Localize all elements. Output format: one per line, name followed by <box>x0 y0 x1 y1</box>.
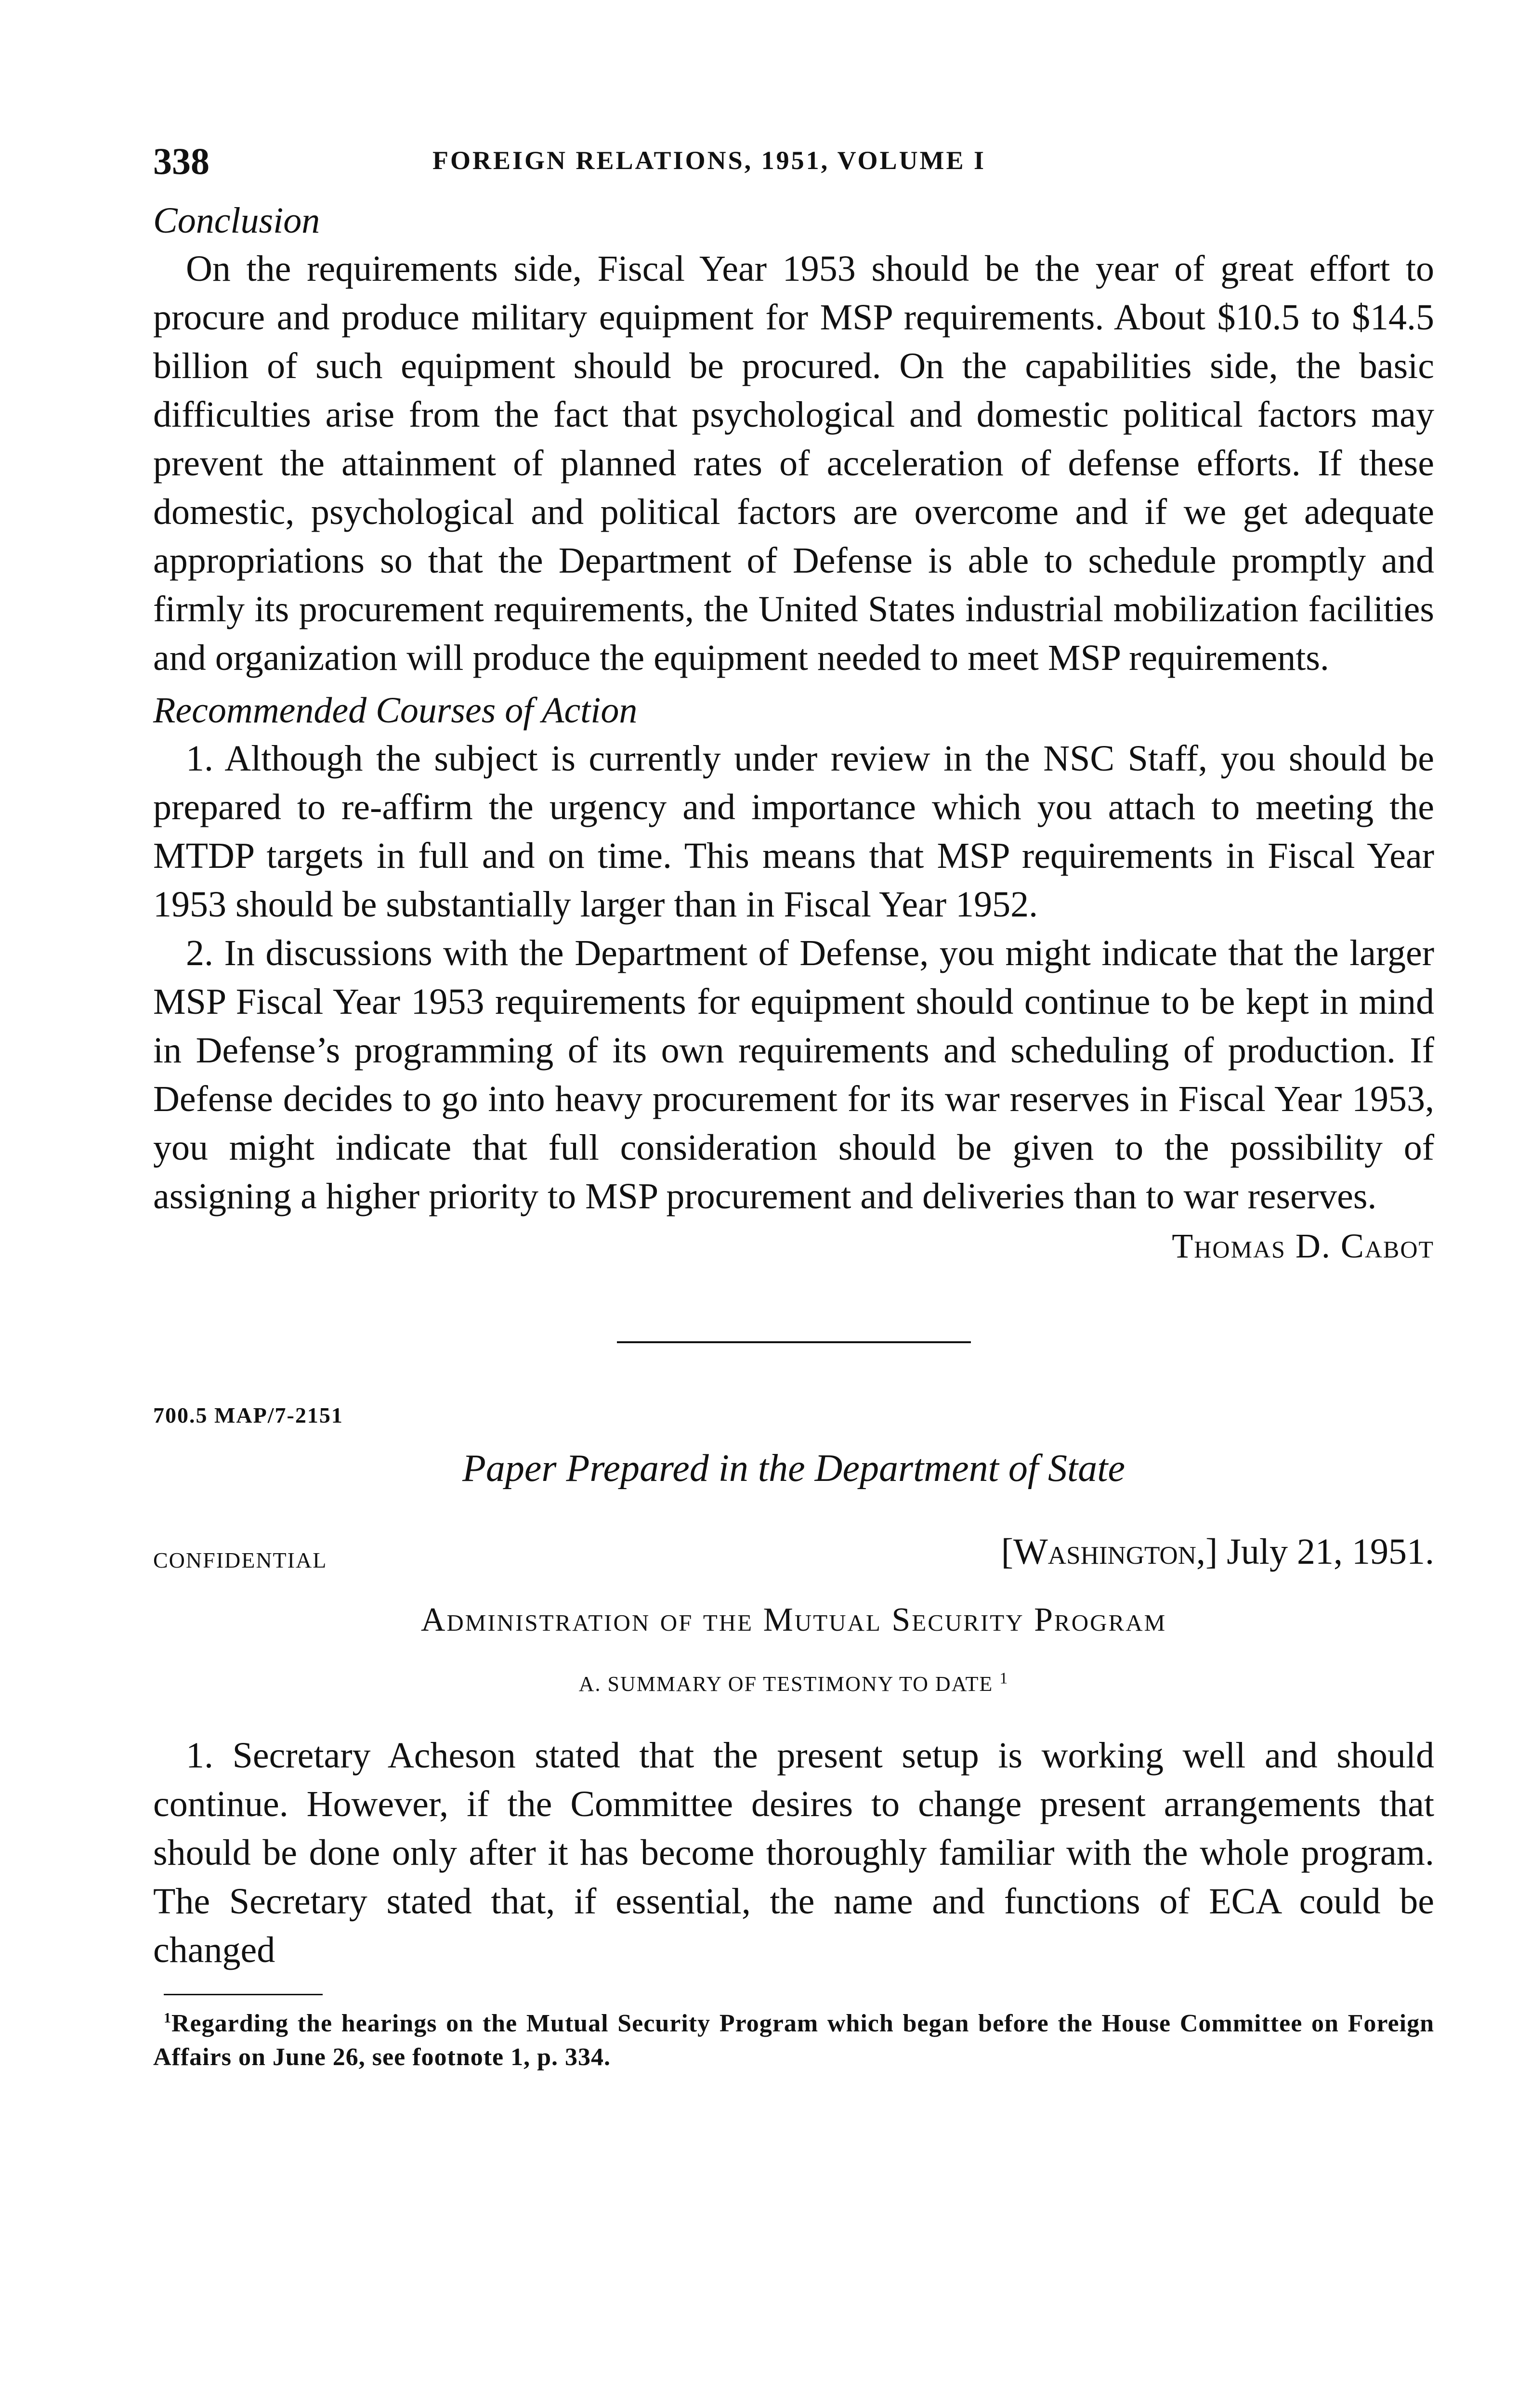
footnote-text: Regarding the hearings on the Mutual Security Program which began before the House Committee on Foreign Affairs on June 26, see footnote 1, p. 334. <box>153 2010 1434 2071</box>
recommended-item-1: 1. Although the subject is currently under review in the NSC Staff, you should be prepared to re-affirm the urgency and importance which you attach to meeting the MTDP targets in full and on time. This means that MSP requirements in Fiscal Year 1953 should be substantially larger than in Fiscal Year 1952. <box>153 738 1434 925</box>
subsection-title-text: A. SUMMARY OF TESTIMONY TO DATE <box>578 1672 994 1696</box>
dateline <box>153 1531 1434 1588</box>
signature: Thomas D. Cabot <box>1172 1227 1434 1265</box>
recommended-heading: Recommended Courses of Action <box>153 690 638 731</box>
page-header <box>153 140 1434 193</box>
section-divider <box>617 1341 971 1343</box>
classification: CONFIDENTIAL <box>153 1548 327 1572</box>
subsection-title <box>153 1660 1434 1708</box>
footnote-marker: 1 <box>164 2010 171 2026</box>
footnote <box>153 2007 1434 2074</box>
date-line <box>1001 1531 1434 1573</box>
place: [Washington,] <box>1001 1531 1218 1572</box>
footnote-reference[interactable]: 1 <box>999 1669 1009 1688</box>
running-head: FOREIGN RELATIONS, 1951, VOLUME I <box>432 146 986 175</box>
page <box>153 140 1434 2074</box>
conclusion-heading: Conclusion <box>153 200 320 241</box>
file-reference: 700.5 MAP/7-2151 <box>153 1403 343 1427</box>
conclusion-paragraph: On the requirements side, Fiscal Year 1953 should be the year of great effort to procure and produce military equipment for MSP requirements. About $10.5 to $14.5 billion of such equipment should be procured. On the capabilities side, the basic difficulties arise from the fact that psychological and domestic political factors may prevent the attainment of planned rates of acceleration of defense efforts. If these domestic, psychological and political factors are overcome and if we get adequate appropriations so that the Department of Defense is able to schedule promptly and firmly its procurement requirements, the United States industrial mobilization facilities and organization will produce the equipment needed to meet MSP requirements. <box>153 249 1434 678</box>
page-number: 338 <box>153 140 209 182</box>
date: July 21, 1951. <box>1227 1531 1434 1572</box>
recommended-item-2: 2. In discussions with the Department of Defense, you might indicate that the larger MSP Fiscal Year 1953 requirements for equipment should continue to be kept in mind in Defense’s programming of its own requirements and scheduling of production. If Defense decides to go into heavy procurement for its war reserves in Fiscal Year 1953, you might indicate that full consideration should be given to the possibility of assigning a higher priority to MSP procurement and deliveries than to war reserves. <box>153 933 1434 1217</box>
document-title: Paper Prepared in the Department of State <box>462 1447 1125 1490</box>
testimony-paragraph-1: 1. Secretary Acheson stated that the present setup is working well and should continue. However, if the Committee desires to change present arrangements that should be done only after it has become thoroughly familiar with the whole program. The Secretary stated that, if essential, the name and functions of ECA could be changed <box>153 1735 1434 1970</box>
section-title: Administration of the Mutual Security Program <box>420 1601 1167 1638</box>
footnote-divider <box>164 1994 323 1995</box>
